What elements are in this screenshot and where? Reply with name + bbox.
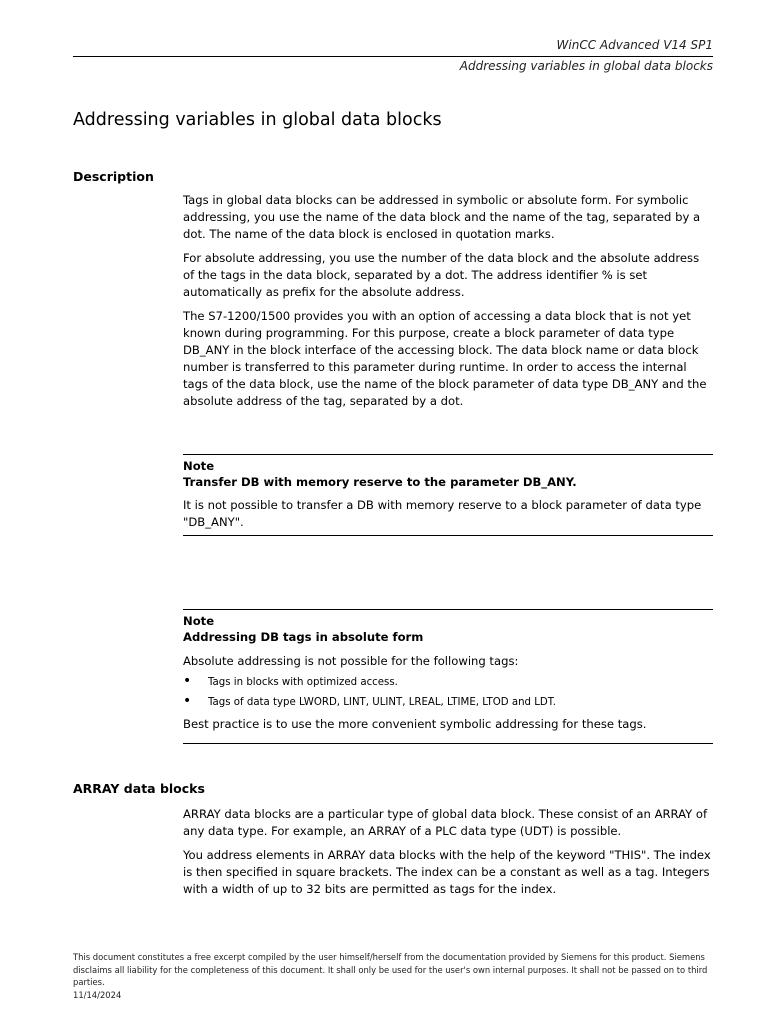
note-text: It is not possible to transfer a DB with memory reserve to a block parameter of data type "DB_ANY". <box>183 498 702 529</box>
page-title: Addressing variables in global data blocks <box>73 110 442 130</box>
list-item <box>183 693 713 710</box>
note-title: Addressing DB tags in absolute form <box>183 630 424 644</box>
array-paragraph-1: ARRAY data blocks are a particular type of global data block. These consist of an ARRAY of any data type. For example, an ARRAY of a PLC data type (UDT) is possible. <box>183 807 708 838</box>
note-outro: Best practice is to use the more convenient symbolic addressing for these tags. <box>183 717 647 731</box>
footer-disclaimer: This document constitutes a free excerpt compiled by the user himself/herself from the documentation provided by Siemens for this product. Siemens disclaims all liability for the completeness of this document. It shall only be used for the user's own internal purposes. It shall not be passed on to third parties. <box>73 952 708 987</box>
note-intro: Absolute addressing is not possible for the following tags: <box>183 654 519 668</box>
bullet-icon: • <box>183 693 192 709</box>
header-divider <box>73 56 713 57</box>
note-label: Note <box>183 614 215 628</box>
description-paragraph-3: The S7-1200/1500 provides you with an option of accessing a data block that is not yet known during programming. For this purpose, create a block parameter of data type DB_ANY in the block interface of the accessing block. The data block name or data block number is transferred to this parameter during runtime. In order to access the internal tags of the data block, use the name of the block parameter of data type DB_ANY and the absolute address of the tag, separated by a dot. <box>183 309 707 408</box>
header-section-name: Addressing variables in global data blocks <box>459 59 713 73</box>
note-box-db-any <box>183 454 713 536</box>
header-product-name: WinCC Advanced V14 SP1 <box>556 38 713 52</box>
description-paragraph-1: Tags in global data blocks can be addressed in symbolic or absolute form. For symbolic addressing, you use the name of the data block and the name of the tag, separated by a dot. The name of the data block is enclosed in quotation marks. <box>183 193 701 241</box>
list-item <box>183 673 713 690</box>
description-paragraph-2: For absolute addressing, you use the number of the data block and the absolute address of the tags in the data block, separated by a dot. The address identifier % is set automatically as prefix for the absolute address. <box>183 251 700 299</box>
array-section-heading: ARRAY data blocks <box>73 781 205 796</box>
note-box-absolute-form <box>183 609 713 744</box>
note-label: Note <box>183 459 215 473</box>
bullet-icon: • <box>183 673 192 689</box>
footer-date: 11/14/2024 <box>73 989 122 1000</box>
description-heading: Description <box>73 169 154 184</box>
list-item-text: Tags of data type LWORD, LINT, ULINT, LREAL, LTIME, LTOD and LDT. <box>208 697 557 708</box>
array-paragraph-2: You address elements in ARRAY data blocks with the help of the keyword "THIS". The index is then specified in square brackets. The index can be a constant as well as a tag. Integers with a width of up to 32 bits are permitted as tags for the index. <box>183 848 711 896</box>
footer <box>73 951 713 1001</box>
note-title: Transfer DB with memory reserve to the parameter DB_ANY. <box>183 475 577 489</box>
list-item-text: Tags in blocks with optimized access. <box>208 677 398 688</box>
